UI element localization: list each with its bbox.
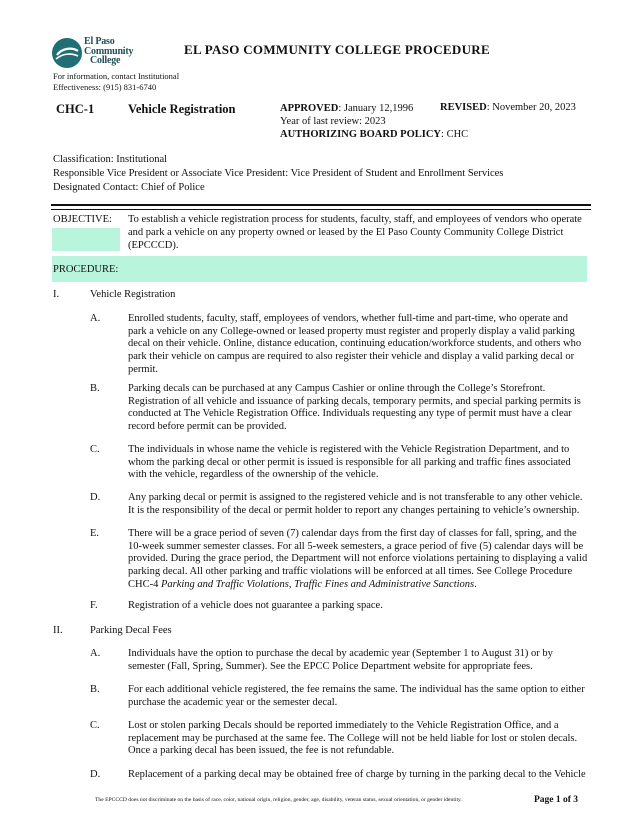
list-item: Registration of a vehicle does not guarantee a parking space.	[128, 600, 383, 611]
referenced-procedure-title: Parking and Traffic Violations, Traffic Fines and Administrative Sanctions	[160, 578, 475, 590]
section-number: II.	[53, 625, 63, 636]
logo-emblem-icon	[52, 38, 82, 68]
policy-label: AUTHORIZING BOARD POLICY	[280, 129, 442, 140]
last-review-line: Year of last review: 2023	[280, 116, 386, 127]
objective-label: OBJECTIVE:	[53, 214, 112, 225]
approved-label: APPROVED	[280, 103, 339, 114]
section-title: Vehicle Registration	[90, 289, 176, 300]
list-item: Any parking decal or permit is assigned to the registered vehicle and is not transferable to any other vehicle. It is the responsibility of the decal or permit holder to report any changes pertaining to vehicle’s ownership.	[128, 492, 583, 516]
revised-label: REVISED	[440, 102, 487, 113]
item-letter: B.	[90, 383, 100, 394]
contact-line-2: Effectiveness: (915) 831-6740	[53, 81, 157, 92]
logo-line-1: El Paso	[84, 36, 115, 47]
item-text-tail: .	[474, 578, 477, 590]
revised-value: : November 20, 2023	[486, 102, 576, 113]
college-logo	[52, 38, 172, 70]
item-letter: E.	[90, 528, 100, 539]
item-letter: C.	[90, 444, 100, 455]
divider-thick	[51, 204, 591, 206]
objective-highlight	[52, 228, 120, 251]
procedure-label: PROCEDURE:	[53, 264, 119, 275]
section-title: Parking Decal Fees	[90, 625, 172, 636]
item-letter: C.	[90, 720, 100, 731]
classification-block	[53, 153, 503, 195]
list-item: Replacement of a parking decal may be obtained free of charge by turning in the parking decal to the Vehicle	[128, 769, 586, 780]
item-letter: D.	[90, 769, 101, 780]
policy-value: : CHC	[441, 129, 469, 140]
policy-line	[280, 128, 468, 141]
list-item: For each additional vehicle registered, the fee remains the same. The individual has the same option to either purchase the academic year or the semester decal.	[128, 684, 585, 708]
logo-wordmark	[84, 37, 133, 66]
document-title: EL PASO COMMUNITY COLLEGE PROCEDURE	[184, 42, 490, 57]
contact-info	[53, 71, 179, 92]
responsible-vp-line: Responsible Vice President or Associate Vice President: Vice President of Student and Enrollment Services	[53, 168, 504, 179]
section-number: I.	[53, 289, 60, 300]
classification-line: Classification: Institutional	[53, 154, 168, 165]
procedure-code: CHC-1	[56, 102, 95, 116]
revised-line	[440, 102, 576, 113]
procedure-highlight	[52, 256, 587, 282]
list-item: Parking decals can be purchased at any Campus Cashier or online through the College’s Storefront. Registration of all vehicle and issuance of parking decals, temporary permits, and special parking permits is conducted at The Vehicle Registration Office. Individuals requesting any type of permit must have a clear record before permit can be provided.	[128, 383, 581, 433]
procedure-name: Vehicle Registration	[128, 102, 236, 116]
item-letter: B.	[90, 684, 100, 695]
item-text-body: There will be a grace period of seven (7) calendar days from the first day of classes for fall, spring, and the 10-week summer semester classes. For all 5-week semesters, a grace period of five (5) calendar days will be provided. During the grace period, the Department will not enforce violations pertaining to displaying a valid parking decal. All other parking and traffic violations will be enforced at all times. See College Procedure CHC-4	[128, 528, 588, 590]
divider-thin	[51, 209, 591, 210]
list-item: Lost or stolen parking Decals should be reported immediately to the Vehicle Registration Office, and a replacement may be purchased at the same fee. The College will not be held liable for lost or stolen decals. Once a parking decal has been issued, the fee is not refundable.	[128, 720, 578, 757]
item-letter: A.	[90, 313, 101, 324]
item-letter: F.	[90, 600, 98, 611]
contact-line-1: For information, contact Institutional	[53, 71, 180, 81]
list-item	[128, 528, 588, 592]
page-number: Page 1 of 3	[534, 795, 579, 805]
designated-contact-line: Designated Contact: Chief of Police	[53, 182, 205, 193]
objective-text: To establish a vehicle registration process for students, faculty, staff, and employees of vendors who operate and park a vehicle on any property owned or leased by the El Paso County Community College District (EPCCCD).	[128, 214, 582, 251]
list-item: Individuals have the option to purchase the decal by academic year (September 1 to August 31) or by semester (Fall, Spring, Summer). See the EPCC Police Department website for appropriate fees.	[128, 648, 553, 672]
approved-value: : January 12,1996	[338, 103, 414, 114]
nondiscrimination-note: The EPCCCD does not discriminate on the basis of race, color, national origin, religion, gender, age, disability, veteran status, sexual orientation, or gender identity.	[95, 797, 462, 803]
list-item: Enrolled students, faculty, staff, employees of vendors, whether full-time and part-time, who operate and park a vehicle on any College-owned or leased property must register and properly display a valid parking decal on their vehicle. Online, distance education, continuing education/workforce students, and others who park their vehicle on campus are required to also register their vehicle and display a valid parking decal or permit.	[128, 313, 582, 375]
logo-line-2: Community	[84, 45, 134, 57]
logo-line-3: College	[90, 55, 121, 66]
item-letter: A.	[90, 648, 101, 659]
list-item: The individuals in whose name the vehicle is registered with the Vehicle Registration Department, and to whom the parking decal or other permit is issued is responsible for all parking and traffic fines associated with the vehicle, regardless of the ownership of the vehicle.	[128, 444, 571, 481]
item-letter: D.	[90, 492, 101, 503]
